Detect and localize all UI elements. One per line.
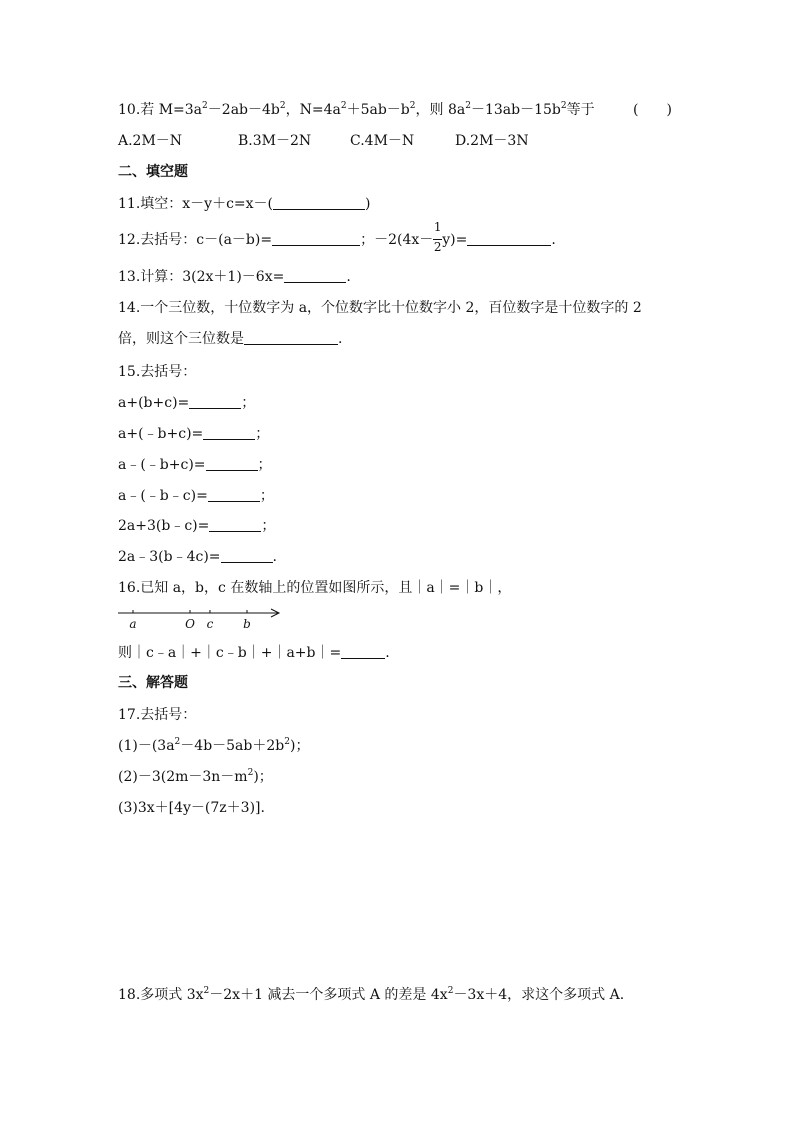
q15-item-4-blank[interactable] (208, 487, 260, 502)
q15-item-5 (118, 516, 275, 536)
q12-part2: ；－2(4x－ (360, 232, 434, 248)
q11-line (118, 194, 370, 214)
q15-item-4-expr: a﹣(﹣b﹣c)= (118, 488, 208, 504)
q10-option-c: C.4M－N (350, 133, 415, 149)
q12-frac-num: 1 (433, 220, 442, 234)
q15-item-3-blank[interactable] (206, 456, 258, 471)
q15-item-1-blank[interactable] (189, 394, 241, 409)
q15-item-3 (118, 455, 272, 475)
q14-line-2 (118, 329, 342, 349)
q15-item-6-expr: 2a﹣3(b﹣4c)= (118, 549, 221, 565)
q11-close: ) (365, 196, 371, 212)
q15-item-5-expr: 2a+3(b﹣c)= (118, 518, 210, 534)
q15-item-2-end: ； (255, 426, 270, 442)
q12-part3: y)= (442, 232, 468, 248)
q15-item-4-end: ； (259, 488, 274, 504)
q18-text: 18.多项式 $3x^2-2x+1$ 减去一个多项式 A 的差是 $4x^2-3x+4$，求这个多项式 A. (118, 986, 625, 1003)
q15-item-4 (118, 486, 274, 506)
q17-item-2: $(2)-3(2m-3n-m^2)$； (118, 768, 273, 785)
q15-item-2 (118, 424, 269, 444)
q14-end: . (338, 331, 343, 347)
q15-item-3-end: ； (257, 457, 272, 473)
q11-text: 11.填空：x－y＋c=x－( (118, 196, 273, 212)
q15-item-6 (118, 547, 277, 567)
q10-option-a: A.2M－N (118, 133, 183, 149)
q12-fraction (433, 220, 442, 254)
q15-item-2-expr: a+(﹣b+c)= (118, 426, 204, 442)
section-fill-in-title: 二、填空题 (118, 164, 188, 180)
q13-answer-blank[interactable] (284, 268, 346, 283)
q10-option-b: B.3M－2N (238, 133, 312, 149)
q11-answer-blank[interactable] (273, 195, 365, 210)
q15-item-5-end: ； (261, 518, 276, 534)
q15-item-3-expr: a﹣(﹣b+c)= (118, 457, 206, 473)
q15-item-6-blank[interactable] (221, 548, 273, 563)
q10-stem-line (118, 100, 672, 120)
q16-answer-text: 则｜c﹣a｜+｜c﹣b｜+｜a+b｜= (118, 645, 342, 661)
q12-frac-den: 2 (433, 240, 442, 254)
q15-item-1 (118, 393, 255, 413)
q16-number-line (118, 606, 288, 634)
q16-answer-blank[interactable] (341, 644, 385, 659)
q12-answer-blank-2[interactable] (467, 231, 551, 246)
q17-item-1: $(1)-(3a^2-4b-5ab+2b^2)$； (118, 737, 310, 754)
q15-item-6-end: . (272, 549, 277, 565)
q15-item-5-blank[interactable] (209, 517, 261, 532)
q12-part1: 12.去括号：c－(a－b)= (118, 232, 273, 248)
q12-line (118, 220, 556, 254)
q10-options (118, 131, 718, 151)
q17-title: 17.去括号： (118, 707, 197, 723)
q12-answer-blank-1[interactable] (272, 231, 360, 246)
q12-end: . (551, 232, 556, 248)
q16-stem: 16.已知 a，b，c 在数轴上的位置如图所示，且｜a｜=｜b｜， (118, 580, 512, 596)
q14-line-1: 14.一个三位数，十位数字为 a，个位数字比十位数字小 2，百位数字是十位数字的 2 (118, 300, 642, 316)
q14-text: 倍，则这个三位数是 (118, 331, 244, 347)
q15-item-1-end: ； (241, 395, 256, 411)
q10-answer-paren: ( ) (633, 102, 672, 118)
q10-stem: 10.若 $M=3a^2-2ab-4b^2$，$N=4a^2+5ab-b^2$，则 $8a^2-13ab-15b^2$等于 (118, 101, 595, 118)
q13-text: 13.计算：3(2x＋1)－6x= (118, 269, 285, 285)
q14-answer-blank[interactable] (244, 330, 338, 345)
q15-item-2-blank[interactable] (203, 425, 255, 440)
number-line-label-a: a (129, 617, 137, 631)
q13-end: . (346, 269, 351, 285)
q16-answer-line (118, 643, 390, 663)
q16-end: . (385, 645, 390, 661)
q15-title: 15.去括号： (118, 364, 197, 380)
number-line-label-O: O (185, 617, 195, 631)
q13-line (118, 267, 351, 287)
q10-option-d: D.2M－3N (455, 133, 529, 149)
number-line-label-b: b (243, 617, 251, 631)
section-solve-title: 三、解答题 (118, 675, 188, 691)
q15-item-1-expr: a+(b+c)= (118, 395, 190, 411)
number-line-label-c: c (206, 617, 214, 631)
q17-item-3: (3)3x＋[4y－(7z＋3)]. (118, 800, 265, 816)
